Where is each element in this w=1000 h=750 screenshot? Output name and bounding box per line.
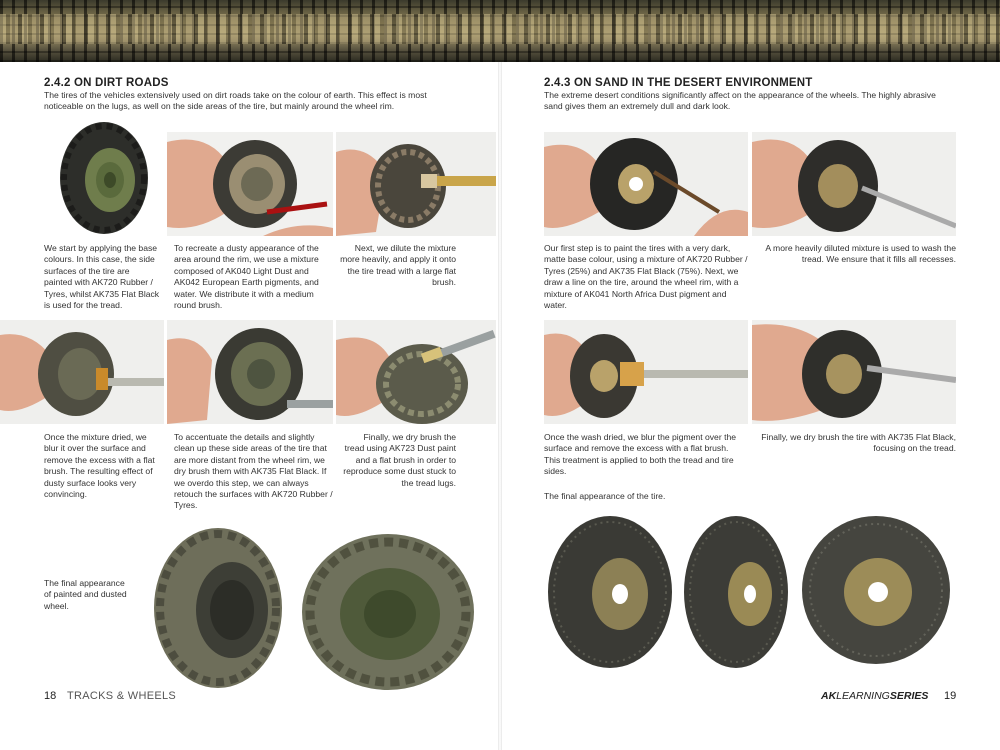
section-heading-desert: 2.4.3 ON SAND IN THE DESERT ENVIRONMENT: [544, 77, 813, 89]
caption-step-1: We start by applying the base colours. In this case, the side surfaces of the tire are painted with AK720 Rubber / Tyres, whilst AK735 Flat Black is used for the tread.: [44, 243, 160, 311]
caption-desert-step-2: A more heavily diluted mixture is used to wash the tread. We ensure that it fills all recesses.: [765, 243, 956, 265]
photo-dry-brush-tread: [336, 320, 496, 424]
photo-dark-base-colour: [544, 132, 748, 236]
track-banner-image: [0, 0, 1000, 62]
section-heading-dirt-roads: 2.4.2 ON DIRT ROADS: [44, 77, 169, 89]
running-title: TRACKS & WHEELS: [67, 690, 177, 702]
caption-step-6: Finally, we dry brush the tread using AK723 Dust paint and a flat brush in order to reproduce some dust stuck to the tread lugs.: [343, 432, 456, 488]
caption-step-4: Once the mixture dried, we blur it over the surface and remove the excess with a flat brush. The resulting effect of dusty surface looks very convincing.: [44, 432, 155, 500]
series-label-ak: AK: [821, 690, 837, 702]
photo-final-desert-tires: [544, 508, 956, 680]
series-label-learning: LEARNING: [836, 690, 890, 702]
photo-dusty-rim-step: [167, 132, 333, 236]
page-number-left: 18: [44, 690, 57, 702]
photo-wash-tread: [752, 132, 956, 236]
caption-desert-step-1: Our first step is to paint the tires with a very dark, matte base colour, using a mixture of AK720 Rubber / Tyres (25%) and AK735 Flat Black (75%). Next, we draw a line on the tire, around the wheel rim, with a mixture of AK041 North Africa Dust pigment and water.: [544, 243, 748, 311]
photo-dry-brush-sides: [167, 320, 333, 424]
photo-dry-brush-desert: [752, 320, 956, 424]
photo-tread-flat-brush: [336, 132, 496, 236]
photo-blur-mixture: [0, 320, 164, 424]
caption-desert-step-4: Finally, we dry brush the tire with AK735 Flat Black, focusing on the tread.: [761, 432, 956, 454]
caption-step-3: Next, we dilute the mixture more heavily, and apply it onto the tire tread with a large flat brush.: [340, 243, 456, 288]
caption-desert-step-3: Once the wash dried, we blur the pigment over the surface and remove the excess with a flat brush. This treatment is applied to both the tread and tire sides.: [544, 432, 737, 477]
photo-base-colour-wheel: [44, 118, 160, 236]
series-label-series: SERIES: [889, 690, 929, 702]
photo-blur-pigment: [544, 320, 748, 424]
caption-final-desert: The final appearance of the tire.: [544, 491, 666, 501]
series-label: [821, 690, 928, 702]
caption-final-dirt: The final appearance of painted and dusted wheel.: [44, 578, 127, 611]
page-gutter: [498, 62, 502, 750]
caption-step-5: To accentuate the details and slightly clean up these side areas of the tire that are more distant from the wheel rim, we dry brush them with AK735 Flat Black. If we overdo this step, we can always retouch the surfaces with AK720 Rubber / Tyres.: [174, 432, 333, 511]
photo-final-dusty-wheels: [150, 520, 480, 690]
caption-step-2: To recreate a dusty appearance of the area around the rim, we use a mixture composed of AK040 Light Dust and AK042 European Earth pigments, and water. We distribute it with a medium round brush.: [174, 243, 319, 311]
page-number-right: 19: [944, 690, 957, 702]
intro-dirt-roads: The tires of the vehicles extensively used on dirt roads take on the colour of earth. This effect is most noticeable on the lugs, as well on the side areas of the tire, but mainly around the wheel rim.: [44, 90, 427, 112]
intro-desert: The extreme desert conditions significantly affect on the appearance of the wheels. The highly abrasive sand gives them an extremely dull and dark look.: [544, 90, 936, 112]
